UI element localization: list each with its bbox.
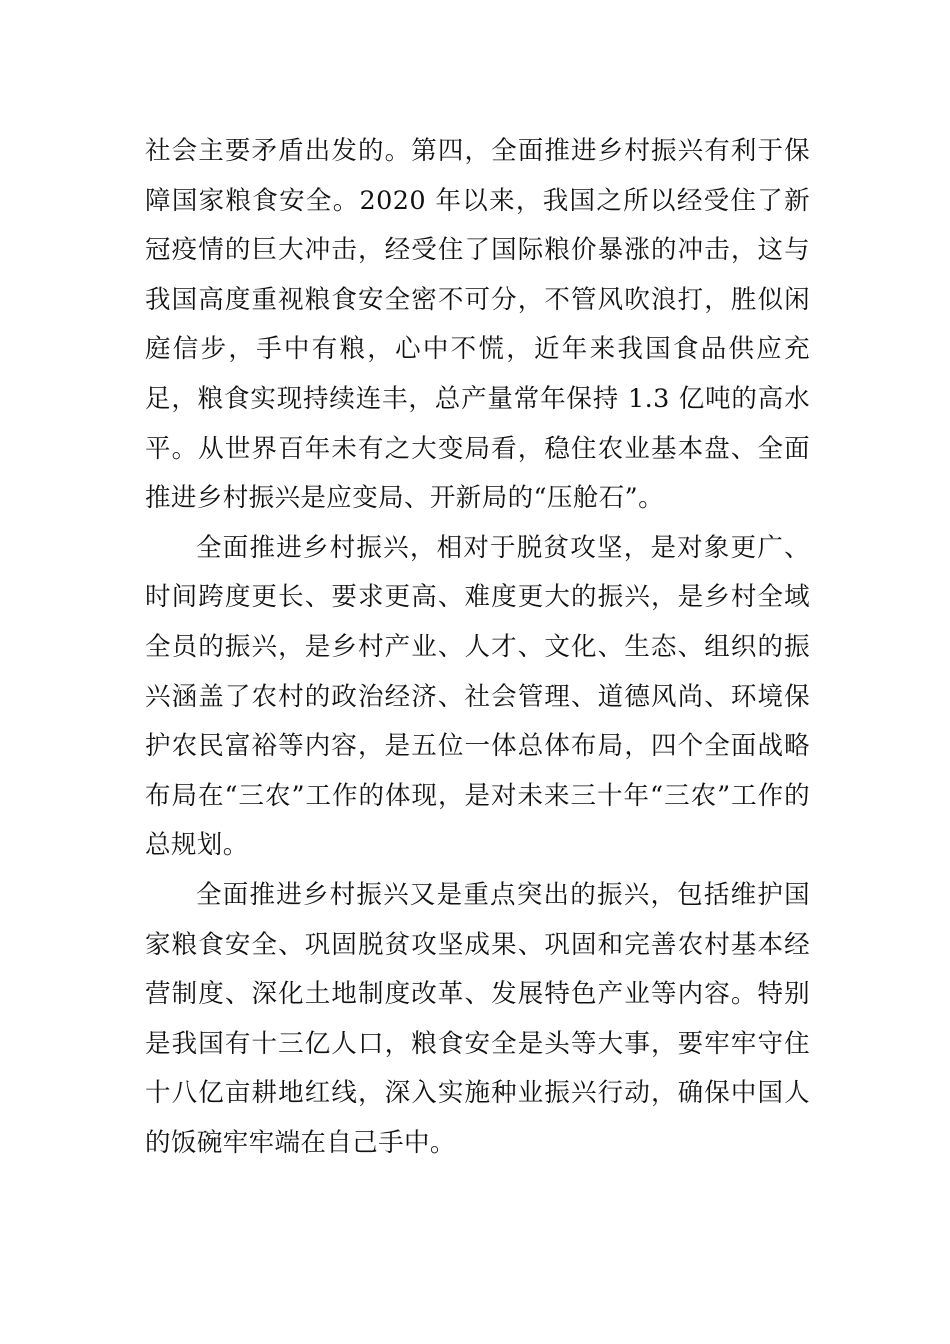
paragraph-3: 全面推进乡村振兴又是重点突出的振兴，包括维护国家粮食安全、巩固脱贫攻坚成果、巩固和完善农村基本经营制度、深化土地制度改革、发展特色产业等内容。特别是我国有十三亿人口，粮食安全是头等大事，要牢牢守住十八亿亩耕地红线，深入实施种业振兴行动，确保中国人的饭碗牢牢端在自己手中。 [145,879,810,1158]
paragraph-1: 社会主要矛盾出发的。第四，全面推进乡村振兴有利于保障国家粮食安全。2020 年以来，我国之所以经受住了新冠疫情的巨大冲击，经受住了国际粮价暴涨的冲击，这与我国高度重视粮食安全密不可分，不管风吹浪打，胜似闲庭信步，手中有粮，心中不慌，近年来我国食品供应充足，粮食实现持续连丰，总产量常年保持 1.3 亿吨的高水平。从世界百年未有之大变局看，稳住农业基本盘、全面推进乡村振兴是应变局、开新局的“压舱石”。 [145,136,810,514]
document-body [145,127,810,1168]
paragraph-2: 全面推进乡村振兴，相对于脱贫攻坚，是对象更广、时间跨度更长、要求更高、难度更大的振兴，是乡村全域全员的振兴，是乡村产业、人才、文化、生态、组织的振兴涵盖了农村的政治经济、社会管理、道德风尚、环境保护农民富裕等内容，是五位一体总体布局，四个全面战略布局在“三农”工作的体现，是对未来三十年“三农”工作的总规划。 [145,532,810,861]
